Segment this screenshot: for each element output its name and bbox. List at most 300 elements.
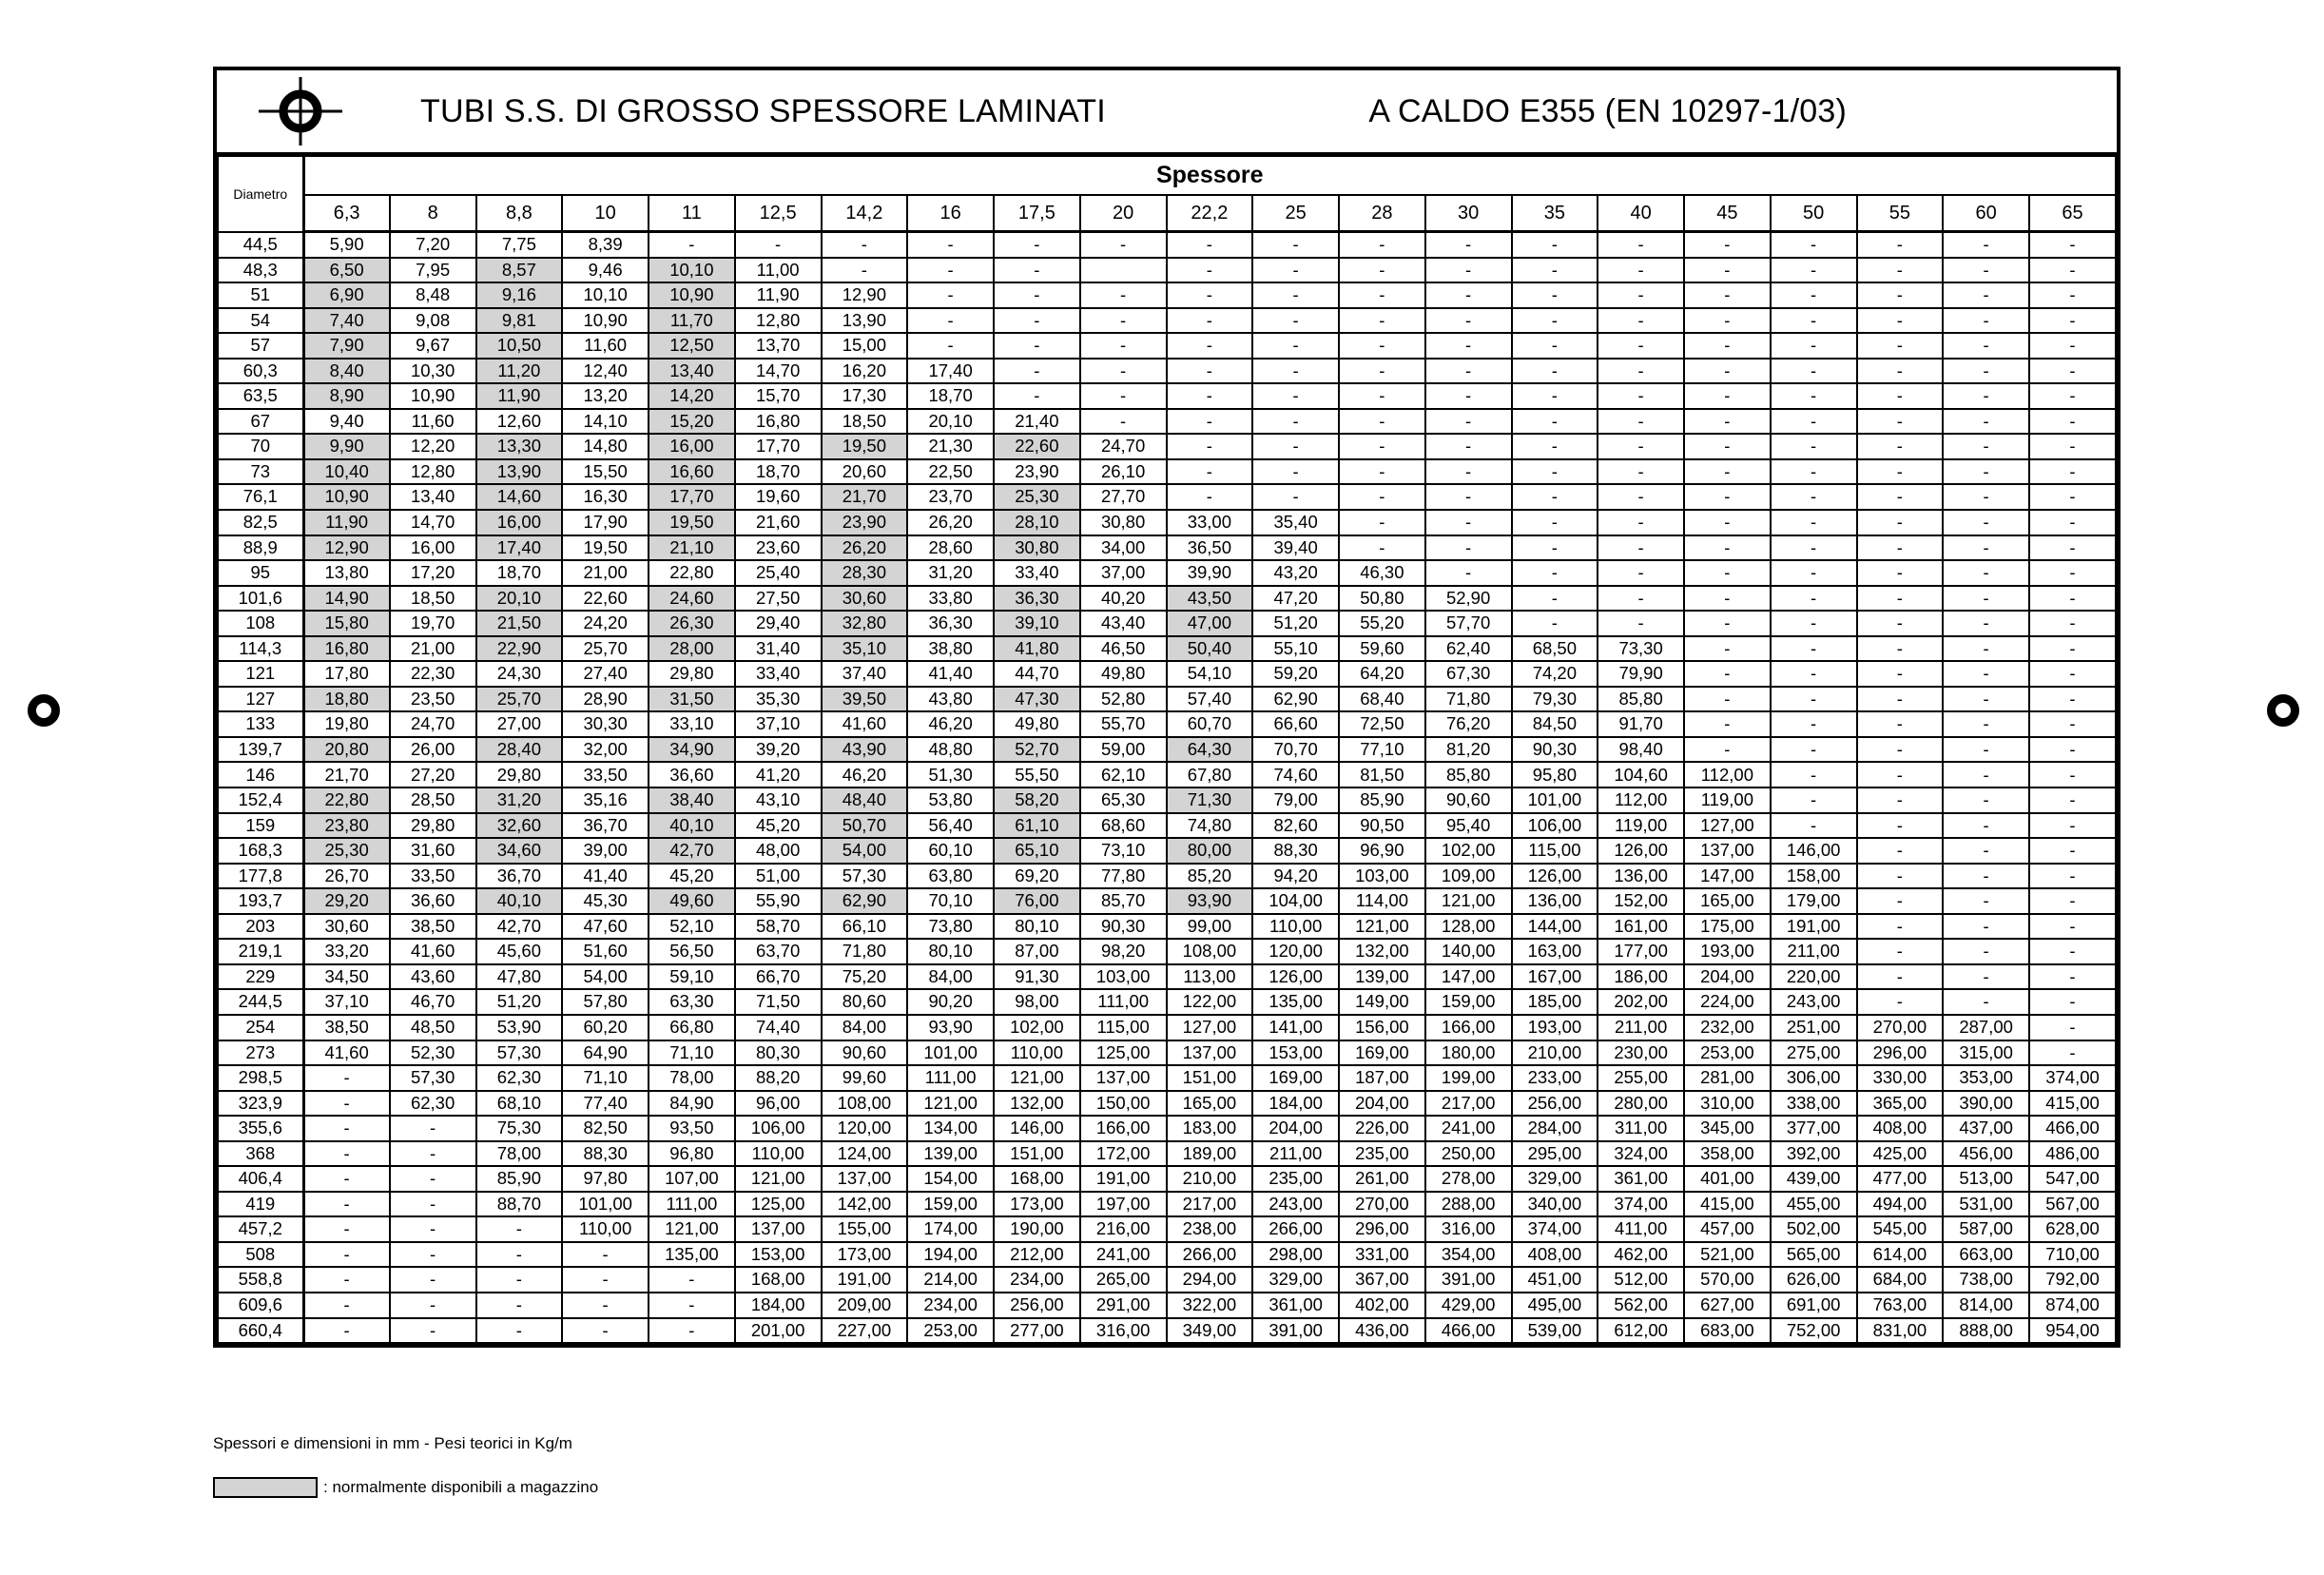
weight-cell: 46,20	[907, 711, 994, 737]
diameter-cell: 70	[218, 434, 303, 459]
weight-cell: -	[390, 1141, 476, 1167]
weight-cell: 37,40	[822, 661, 908, 687]
weight-cell: 35,16	[562, 788, 649, 813]
weight-cell: 197,00	[1080, 1192, 1167, 1217]
weight-cell: 41,40	[907, 661, 994, 687]
weight-cell: 345,00	[1684, 1116, 1771, 1141]
weight-cell: 251,00	[1771, 1015, 1857, 1040]
weight-cell: 41,40	[562, 864, 649, 889]
weight-cell: 9,08	[390, 308, 476, 334]
weight-cell: -	[1771, 409, 1857, 435]
weight-cell: -	[1512, 232, 1598, 258]
weight-cell: -	[2029, 535, 2116, 561]
weight-cell: 329,00	[1512, 1166, 1598, 1192]
weight-cell: 137,00	[822, 1166, 908, 1192]
weight-cell: 199,00	[1425, 1065, 1512, 1091]
weight-cell: -	[1684, 383, 1771, 409]
weight-cell: -	[1943, 535, 2029, 561]
weight-cell: 179,00	[1771, 888, 1857, 914]
weight-cell: -	[1771, 711, 1857, 737]
weight-cell: 191,00	[1771, 914, 1857, 940]
weight-cell: -	[1339, 510, 1425, 535]
weight-cell: 12,50	[649, 333, 735, 359]
weight-cell: -	[1167, 484, 1253, 510]
weight-cell: -	[994, 359, 1080, 384]
weight-cell: 16,00	[390, 535, 476, 561]
weight-cell: 137,00	[1080, 1065, 1167, 1091]
units-note: Spessori e dimensioni in mm - Pesi teorici in Kg/m	[213, 1434, 572, 1452]
diameter-cell: 558,8	[218, 1267, 303, 1293]
weight-cell: 224,00	[1684, 989, 1771, 1015]
table-row	[218, 1192, 2116, 1217]
weight-cell: 18,80	[303, 687, 390, 712]
weight-cell: 45,20	[735, 813, 822, 839]
weight-cell: 270,00	[1339, 1192, 1425, 1217]
weight-cell: 102,00	[1425, 838, 1512, 864]
weight-cell: 216,00	[1080, 1216, 1167, 1242]
weight-cell: 94,20	[1252, 864, 1339, 889]
diameter-cell: 323,9	[218, 1091, 303, 1117]
weight-cell: 74,60	[1252, 762, 1339, 788]
weight-cell: -	[1512, 611, 1598, 636]
weight-cell: 159,00	[1425, 989, 1512, 1015]
weight-cell: 59,60	[1339, 636, 1425, 662]
weight-cell: 55,90	[735, 888, 822, 914]
weight-cell: 31,60	[390, 838, 476, 864]
weight-cell: -	[1771, 661, 1857, 687]
weight-cell: -	[1425, 409, 1512, 435]
weight-cell: -	[2029, 711, 2116, 737]
diameter-cell: 73	[218, 459, 303, 485]
weight-cell: 36,60	[649, 762, 735, 788]
weight-cell: 185,00	[1512, 989, 1598, 1015]
weight-cell: 120,00	[1252, 939, 1339, 964]
weight-cell: 173,00	[994, 1192, 1080, 1217]
weight-cell: 115,00	[1080, 1015, 1167, 1040]
weight-cell: 91,70	[1598, 711, 1684, 737]
weight-cell: 183,00	[1167, 1116, 1253, 1141]
weight-cell: -	[1857, 359, 1944, 384]
weight-cell: -	[1857, 535, 1944, 561]
diameter-cell: 95	[218, 560, 303, 586]
weight-cell: -	[1771, 788, 1857, 813]
table-row	[218, 687, 2116, 712]
weight-cell: -	[1252, 459, 1339, 485]
thickness-column-header: 28	[1339, 195, 1425, 232]
weight-cell: 217,00	[1167, 1192, 1253, 1217]
weight-cell: 294,00	[1167, 1267, 1253, 1293]
weight-cell: -	[1857, 258, 1944, 283]
weight-cell: 161,00	[1598, 914, 1684, 940]
weight-cell: 486,00	[2029, 1141, 2116, 1167]
weight-cell: 166,00	[1425, 1015, 1512, 1040]
weight-cell: 562,00	[1598, 1293, 1684, 1318]
weight-cell: 7,75	[476, 232, 563, 258]
weight-cell: 184,00	[1252, 1091, 1339, 1117]
weight-cell: 456,00	[1943, 1141, 2029, 1167]
thickness-group-header: Spessore	[303, 156, 2116, 195]
weight-cell: 80,60	[822, 989, 908, 1015]
weight-cell: 18,70	[476, 560, 563, 586]
binder-hole-right-icon	[2267, 694, 2299, 727]
weight-cell: 77,40	[562, 1091, 649, 1117]
weight-cell: -	[2029, 964, 2116, 990]
weight-cell: 684,00	[1857, 1267, 1944, 1293]
table-row	[218, 838, 2116, 864]
weight-cell: 69,20	[994, 864, 1080, 889]
diameter-cell: 48,3	[218, 258, 303, 283]
weight-cell: 41,60	[822, 711, 908, 737]
weight-cell: -	[1167, 359, 1253, 384]
weight-cell: -	[1339, 459, 1425, 485]
weight-cell: 17,70	[735, 434, 822, 459]
weight-cell: 374,00	[2029, 1065, 2116, 1091]
weight-cell: -	[649, 1318, 735, 1344]
weight-cell: 32,80	[822, 611, 908, 636]
weight-cell: 19,60	[735, 484, 822, 510]
weight-cell: -	[1512, 586, 1598, 612]
weight-cell: -	[1252, 409, 1339, 435]
weight-cell: 25,30	[303, 838, 390, 864]
weight-cell: 24,70	[390, 711, 476, 737]
title-bar	[217, 70, 2117, 155]
weight-cell: 51,20	[1252, 611, 1339, 636]
weight-cell: 76,00	[994, 888, 1080, 914]
weight-cell: -	[1771, 535, 1857, 561]
weight-cell: 36,70	[476, 864, 563, 889]
weight-cell: -	[1771, 282, 1857, 308]
weight-cell: 137,00	[1684, 838, 1771, 864]
table-row	[218, 459, 2116, 485]
weight-cell: -	[1771, 586, 1857, 612]
weight-cell: -	[2029, 333, 2116, 359]
weight-cell: 52,30	[390, 1040, 476, 1066]
weight-cell: 191,00	[1080, 1166, 1167, 1192]
weight-cell: -	[1598, 586, 1684, 612]
weight-cell: 14,90	[303, 586, 390, 612]
weight-cell: 62,40	[1425, 636, 1512, 662]
weight-cell: 211,00	[1252, 1141, 1339, 1167]
weight-cell: -	[907, 282, 994, 308]
weight-cell: 24,30	[476, 661, 563, 687]
weight-cell: -	[2029, 232, 2116, 258]
weight-cell: 32,00	[562, 737, 649, 763]
weight-cell: -	[1512, 409, 1598, 435]
weight-cell: 411,00	[1598, 1216, 1684, 1242]
weight-cell: 13,40	[649, 359, 735, 384]
weight-cell: -	[2029, 762, 2116, 788]
weight-cell: 33,40	[735, 661, 822, 687]
weight-cell: 27,20	[390, 762, 476, 788]
weight-cell: 85,90	[1339, 788, 1425, 813]
weight-cell: 121,00	[907, 1091, 994, 1117]
weight-cell: 71,10	[562, 1065, 649, 1091]
weight-cell: 17,70	[649, 484, 735, 510]
weight-cell: 17,30	[822, 383, 908, 409]
weight-cell: 122,00	[1167, 989, 1253, 1015]
weight-cell: -	[1167, 383, 1253, 409]
weight-cell: 126,00	[1512, 864, 1598, 889]
weight-cell: -	[1684, 611, 1771, 636]
weight-cell: 6,90	[303, 282, 390, 308]
diameter-cell: 60,3	[218, 359, 303, 384]
weight-cell: -	[1080, 308, 1167, 334]
table-row	[218, 333, 2116, 359]
weight-cell: 43,10	[735, 788, 822, 813]
weight-cell: 462,00	[1598, 1242, 1684, 1268]
diameter-cell: 121	[218, 661, 303, 687]
weight-cell: 15,80	[303, 611, 390, 636]
binder-hole-left-icon	[28, 694, 60, 727]
weight-cell: 35,30	[735, 687, 822, 712]
weight-cell: 84,90	[649, 1091, 735, 1117]
table-row	[218, 711, 2116, 737]
weight-cell: -	[2029, 308, 2116, 334]
weight-cell: 106,00	[735, 1116, 822, 1141]
weight-cell: 156,00	[1339, 1015, 1425, 1040]
weight-cell: 30,60	[822, 586, 908, 612]
weight-cell: 15,20	[649, 409, 735, 435]
weight-cell: 126,00	[1252, 964, 1339, 990]
weight-cell: 33,50	[390, 864, 476, 889]
table-row	[218, 232, 2116, 258]
weight-cell: -	[1684, 711, 1771, 737]
weight-cell: 763,00	[1857, 1293, 1944, 1318]
weight-cell: 201,00	[735, 1318, 822, 1344]
weight-cell: -	[1598, 383, 1684, 409]
weight-cell: 21,00	[390, 636, 476, 662]
weight-cell: 374,00	[1512, 1216, 1598, 1242]
weight-cell: 494,00	[1857, 1192, 1944, 1217]
weight-cell: 112,00	[1684, 762, 1771, 788]
weight-cell: 477,00	[1857, 1166, 1944, 1192]
weight-cell: 68,60	[1080, 813, 1167, 839]
table-row	[218, 510, 2116, 535]
weight-cell: 26,20	[907, 510, 994, 535]
weight-cell: 14,20	[649, 383, 735, 409]
table-row	[218, 535, 2116, 561]
weight-cell: -	[390, 1216, 476, 1242]
weight-cell: 9,67	[390, 333, 476, 359]
weight-cell: 210,00	[1167, 1166, 1253, 1192]
thickness-column-header: 40	[1598, 195, 1684, 232]
weight-cell: 10,50	[476, 333, 563, 359]
weight-cell: 38,50	[303, 1015, 390, 1040]
weight-cell: 22,80	[649, 560, 735, 586]
weight-cell: 104,00	[1252, 888, 1339, 914]
weight-cell: 84,00	[822, 1015, 908, 1040]
diameter-cell: 152,4	[218, 788, 303, 813]
weight-cell: 88,70	[476, 1192, 563, 1217]
weight-cell: -	[1425, 232, 1512, 258]
weight-cell: 91,30	[994, 964, 1080, 990]
weight-cell: 47,30	[994, 687, 1080, 712]
weight-cell: 81,50	[1339, 762, 1425, 788]
thickness-column-header: 17,5	[994, 195, 1080, 232]
weight-cell: -	[1771, 510, 1857, 535]
weight-cell: 436,00	[1339, 1318, 1425, 1344]
weight-cell: -	[1167, 434, 1253, 459]
weight-cell: 255,00	[1598, 1065, 1684, 1091]
weight-cell: 47,60	[562, 914, 649, 940]
weight-cell: 358,00	[1684, 1141, 1771, 1167]
weight-cell: 451,00	[1512, 1267, 1598, 1293]
weight-cell: 79,90	[1598, 661, 1684, 687]
table-row	[218, 1216, 2116, 1242]
weight-cell: -	[2029, 560, 2116, 586]
weight-cell: 8,40	[303, 359, 390, 384]
weight-cell: 187,00	[1339, 1065, 1425, 1091]
weight-table	[217, 155, 2117, 1344]
weight-cell: 47,20	[1252, 586, 1339, 612]
weight-cell: 512,00	[1598, 1267, 1684, 1293]
thickness-column-header: 20	[1080, 195, 1167, 232]
weight-cell: 40,10	[476, 888, 563, 914]
weight-cell: 40,20	[1080, 586, 1167, 612]
weight-cell: -	[1771, 333, 1857, 359]
weight-cell: -	[1943, 838, 2029, 864]
weight-cell: 121,00	[649, 1216, 735, 1242]
weight-cell: -	[1080, 333, 1167, 359]
weight-cell: 39,40	[1252, 535, 1339, 561]
weight-cell: 102,00	[994, 1015, 1080, 1040]
weight-cell: 298,00	[1252, 1242, 1339, 1268]
weight-cell: 11,90	[476, 383, 563, 409]
weight-cell: 25,40	[735, 560, 822, 586]
weight-cell: -	[1512, 560, 1598, 586]
weight-cell: 16,00	[649, 434, 735, 459]
weight-cell: 71,10	[649, 1040, 735, 1066]
thickness-column-header: 8	[390, 195, 476, 232]
table-row	[218, 1318, 2116, 1344]
weight-cell: -	[303, 1318, 390, 1344]
weight-cell: 26,70	[303, 864, 390, 889]
weight-cell: 361,00	[1252, 1293, 1339, 1318]
weight-cell: -	[1943, 661, 2029, 687]
weight-cell: 281,00	[1684, 1065, 1771, 1091]
weight-cell: 391,00	[1252, 1318, 1339, 1344]
weight-cell: 110,00	[1252, 914, 1339, 940]
weight-cell: -	[476, 1267, 563, 1293]
weight-cell: 64,90	[562, 1040, 649, 1066]
weight-cell: -	[1684, 687, 1771, 712]
weight-cell: 108,00	[822, 1091, 908, 1117]
weight-cell: 78,00	[476, 1141, 563, 1167]
weight-cell: 65,10	[994, 838, 1080, 864]
weight-cell: 25,70	[562, 636, 649, 662]
diameter-cell: 298,5	[218, 1065, 303, 1091]
weight-cell: -	[2029, 359, 2116, 384]
weight-cell: 146,00	[1771, 838, 1857, 864]
weight-cell: 25,30	[994, 484, 1080, 510]
diameter-cell: 244,5	[218, 989, 303, 1015]
weight-cell: 33,10	[649, 711, 735, 737]
weight-cell: 50,80	[1339, 586, 1425, 612]
weight-cell: 28,50	[390, 788, 476, 813]
weight-cell: 63,30	[649, 989, 735, 1015]
weight-cell: -	[907, 258, 994, 283]
weight-cell: -	[1857, 838, 1944, 864]
weight-cell: 66,80	[649, 1015, 735, 1040]
weight-cell: 12,80	[390, 459, 476, 485]
weight-cell: 402,00	[1339, 1293, 1425, 1318]
diameter-cell: 114,3	[218, 636, 303, 662]
weight-cell: 265,00	[1080, 1267, 1167, 1293]
weight-cell: 429,00	[1425, 1293, 1512, 1318]
weight-cell: -	[1943, 308, 2029, 334]
weight-cell: 212,00	[994, 1242, 1080, 1268]
weight-cell: -	[1512, 535, 1598, 561]
weight-cell: -	[1684, 661, 1771, 687]
weight-cell: -	[1512, 308, 1598, 334]
weight-cell: 738,00	[1943, 1267, 2029, 1293]
thickness-column-header: 55	[1857, 195, 1944, 232]
thickness-column-header: 50	[1771, 195, 1857, 232]
weight-cell: 331,00	[1339, 1242, 1425, 1268]
weight-cell: 831,00	[1857, 1318, 1944, 1344]
weight-cell: 614,00	[1857, 1242, 1944, 1268]
weight-cell: -	[1425, 459, 1512, 485]
weight-cell: 29,80	[390, 813, 476, 839]
table-row	[218, 661, 2116, 687]
weight-cell: -	[2029, 434, 2116, 459]
weight-cell: 14,80	[562, 434, 649, 459]
weight-cell: 53,90	[476, 1015, 563, 1040]
weight-cell: -	[1943, 359, 2029, 384]
weight-cell: 502,00	[1771, 1216, 1857, 1242]
weight-cell: 57,40	[1167, 687, 1253, 712]
weight-cell: 58,20	[994, 788, 1080, 813]
weight-cell: 99,00	[1167, 914, 1253, 940]
table-row	[218, 914, 2116, 940]
weight-cell: 391,00	[1425, 1267, 1512, 1293]
weight-cell: 36,50	[1167, 535, 1253, 561]
thickness-column-header: 10	[562, 195, 649, 232]
weight-cell: -	[562, 1318, 649, 1344]
diameter-cell: 82,5	[218, 510, 303, 535]
weight-cell: 98,40	[1598, 737, 1684, 763]
weight-cell: 13,80	[303, 560, 390, 586]
weight-cell: -	[1771, 434, 1857, 459]
weight-cell: -	[1080, 232, 1167, 258]
weight-cell: 13,90	[822, 308, 908, 334]
weight-cell: -	[1857, 282, 1944, 308]
weight-cell: 888,00	[1943, 1318, 2029, 1344]
weight-cell: -	[1943, 737, 2029, 763]
weight-cell: -	[1771, 611, 1857, 636]
weight-cell: 62,30	[390, 1091, 476, 1117]
weight-cell: -	[1252, 383, 1339, 409]
weight-cell: -	[1339, 409, 1425, 435]
weight-cell: 74,40	[735, 1015, 822, 1040]
weight-cell: 612,00	[1598, 1318, 1684, 1344]
weight-cell: 33,20	[303, 939, 390, 964]
weight-cell: 52,90	[1425, 586, 1512, 612]
thickness-column-header: 65	[2029, 195, 2116, 232]
weight-cell: -	[1080, 359, 1167, 384]
weight-cell: -	[390, 1192, 476, 1217]
weight-cell: 184,00	[735, 1293, 822, 1318]
weight-cell: 180,00	[1425, 1040, 1512, 1066]
weight-cell: 275,00	[1771, 1040, 1857, 1066]
weight-cell: -	[1857, 484, 1944, 510]
weight-cell: 191,00	[822, 1267, 908, 1293]
weight-cell: 377,00	[1771, 1116, 1857, 1141]
weight-cell: 194,00	[907, 1242, 994, 1268]
weight-cell: 792,00	[2029, 1267, 2116, 1293]
weight-cell: 67,30	[1425, 661, 1512, 687]
weight-cell: -	[1684, 510, 1771, 535]
